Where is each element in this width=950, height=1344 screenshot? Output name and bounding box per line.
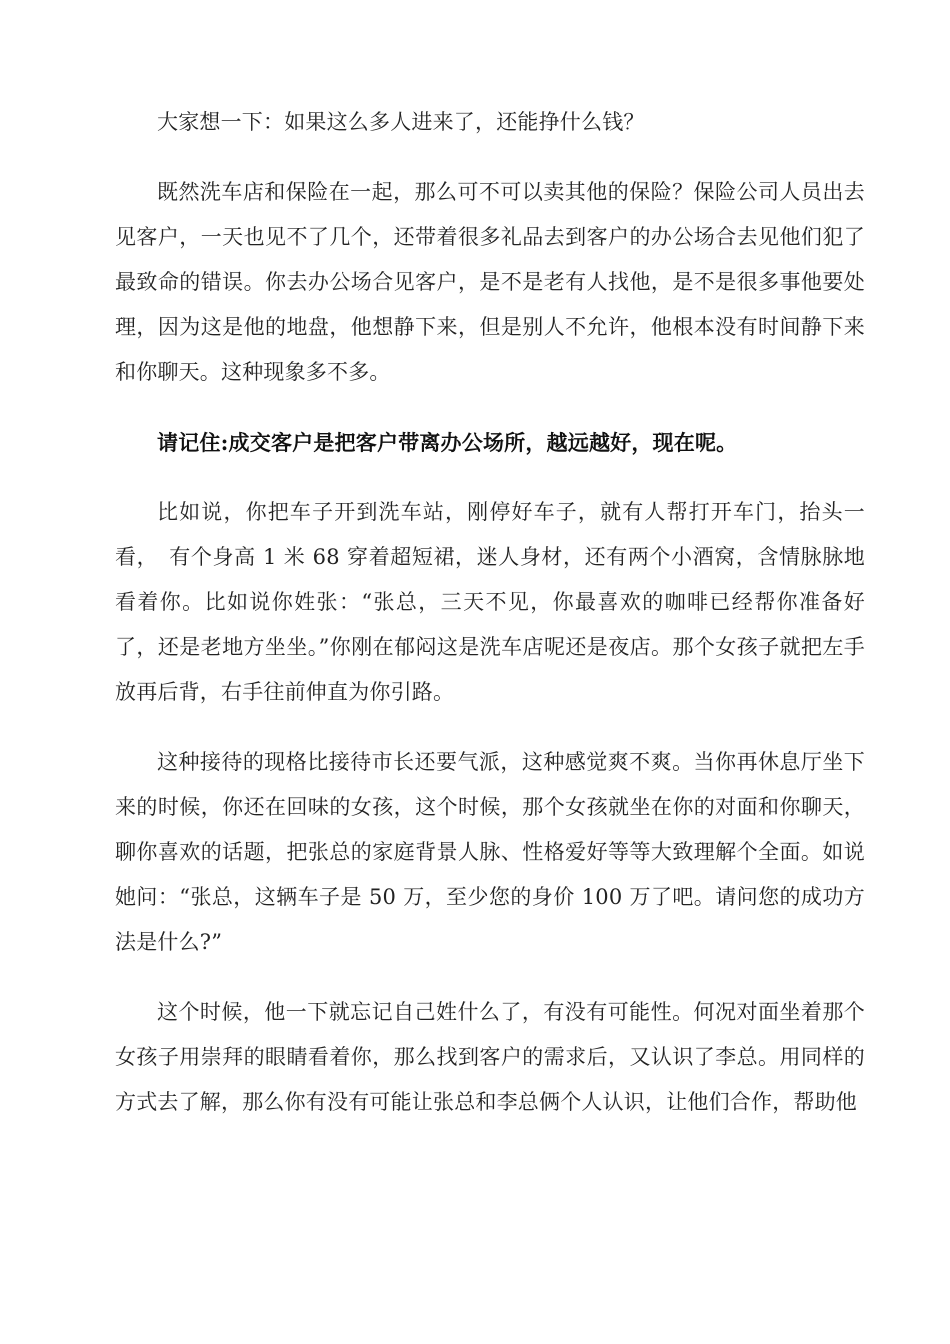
paragraph-insurance: 既然洗车店和保险在一起，那么可不可以卖其他的保险？保险公司人员出去见客户，一天也见不了几个，还带着很多礼品去到客户的办公场合去见他们犯了最致命的错误。你去办公场合见客户，是不是老有人找他，是不是很多事他要处理，因为这是他的地盘，他想静下来，但是别人不允许，他根本没有时间静下来和你聊天。这种现象多不多。	[115, 180, 865, 384]
paragraph-car-wash-example: 比如说，你把车子开到洗车站，刚停好车子，就有人帮打开车门，抬头一看， 有个身高 1 米 68 穿着超短裙，迷人身材，还有两个小酒窝，含情脉脉地看着你。比如说你姓张：“张总，三天不见，你最喜欢的咖啡已经帮你准备好了，还是老地方坐坐。”你刚在郁闷这是洗车店呢还是夜店。那个女孩子就把左手放再后背，右手往前伸直为你引路。	[115, 500, 865, 704]
paragraph-conclusion: 这个时候，他一下就忘记自己姓什么了，有没有可能性。何况对面坐着那个女孩子用崇拜的眼睛看着你，那么找到客户的需求后，又认识了李总。用同样的方式去了解，那么你有没有可能让张总和李总俩个人认识，让他们合作，帮助他	[115, 1000, 865, 1114]
paragraph-key-point: 请记住:成交客户是把客户带离办公场所，越远越好，现在呢。	[157, 430, 738, 455]
paragraph-question: 大家想一下：如果这么多人进来了，还能挣什么钱？	[157, 110, 645, 134]
document-body	[115, 100, 865, 1150]
paragraph-reception: 这种接待的现格比接待市长还要气派，这种感觉爽不爽。当你再休息厅坐下来的时候，你还在回味的女孩，这个时候，那个女孩就坐在你的对面和你聊天，聊你喜欢的话题，把张总的家庭背景人脉、性格爱好等等大致理解个全面。如说她问：“张总，这辆车子是 50 万，至少您的身价 100 万了吧。请问您的成功方法是什么?”	[115, 750, 865, 954]
